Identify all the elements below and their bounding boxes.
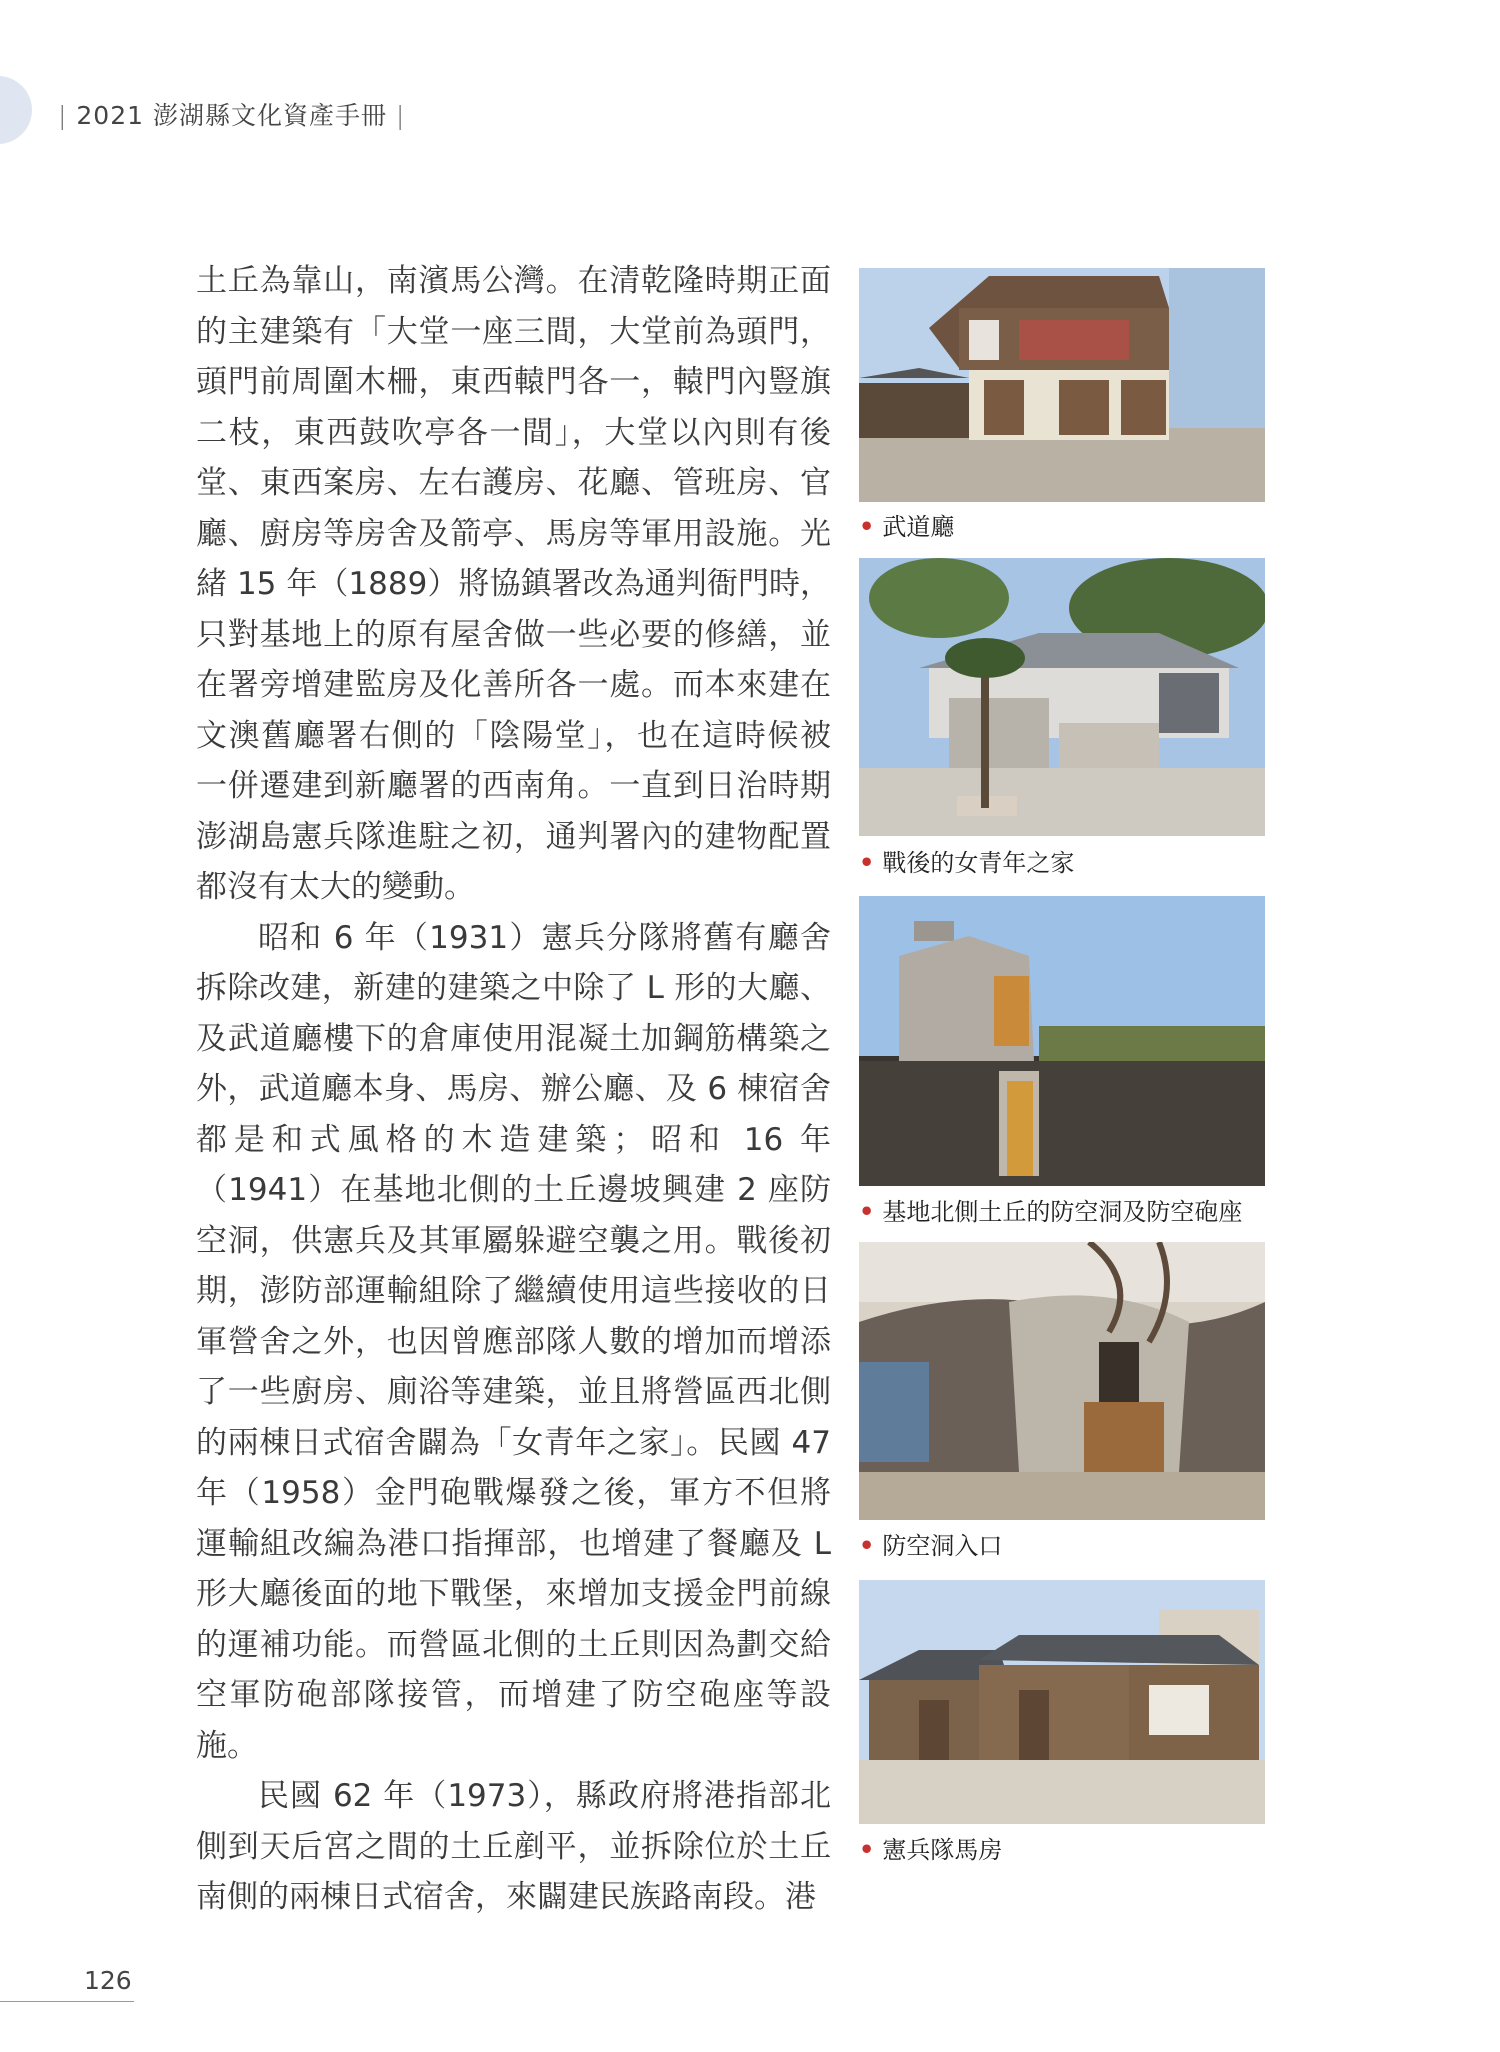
paragraph-1: 土丘為靠山，南濱馬公灣。在清乾隆時期正面的主建築有「大堂一座三間，大堂前為頭門，頭門前周圍木柵，東西轅門各一，轅門內豎旗二枝，東西鼓吹亭各一間」，大堂以內則有後堂、東西案房、左右護房、花廳、管班房、官廳、廚房等房舍及箭亭、馬房等軍用設施。光緒 15 年（1889）將協鎮署改為通判衙門時，只對基地上的原有屋舍做一些必要的修繕，並在署旁增建監房及化善所各一處。而本來建在文澳舊廳署右側的「陰陽堂」，也在這時候被一併遷建到新廳署的西南角。一直到日治時期澎湖島憲兵隊進駐之初，通判署內的建物配置都沒有太大的變動。 — [196, 263, 831, 905]
bullet-icon: • — [859, 512, 875, 541]
photo-shelter-entrance — [859, 1242, 1265, 1520]
stable-photo-icon — [859, 1580, 1265, 1824]
header-title: 2021 澎湖縣文化資產手冊 — [76, 101, 387, 130]
page-number-rule — [0, 2001, 134, 2002]
paragraph-3: 民國 62 年（1973），縣政府將港指部北側到天后宮之間的土丘剷平，並拆除位於土丘南側的兩棟日式宿舍，來闢建民族路南段。港 — [196, 1778, 831, 1915]
photo-caption-5: • 憲兵隊馬房 — [859, 1835, 1003, 1864]
bullet-icon: • — [859, 848, 875, 877]
photo-air-raid-shelter-gun-emplacement — [859, 896, 1265, 1186]
cave-entrance-photo-icon — [859, 1242, 1265, 1520]
page-tab-marker — [0, 76, 32, 144]
photo-martial-arts-hall — [859, 268, 1265, 502]
body-text — [196, 256, 831, 1923]
photo-caption-2: • 戰後的女青年之家 — [859, 848, 1075, 877]
photo-caption-3: • 基地北側土丘的防空洞及防空砲座 — [859, 1197, 1243, 1226]
running-header: | 2021 澎湖縣文化資產手冊 | — [58, 101, 406, 130]
building-photo-icon — [859, 268, 1265, 502]
paragraph-2: 昭和 6 年（1931）憲兵分隊將舊有廳舍拆除改建，新建的建築之中除了 L 形的大廳、及武道廳樓下的倉庫使用混凝土加鋼筋構築之外，武道廳本身、馬房、辦公廳、及 6 棟宿舍都是和式風格的木造建築；昭和 16 年（1941）在基地北側的土丘邊坡興建 2 座防空洞，供憲兵及其軍屬躲避空襲之用。戰後初期，澎防部運輸組除了繼續使用這些接收的日軍營舍之外，也因曾應部隊人數的增加而增添了一些廚房、廁浴等建築，並且將營區西北側的兩棟日式宿舍闢為「女青年之家」。民國 47 年（1958）金門砲戰爆發之後，軍方不但將運輸組改編為港口指揮部，也增建了餐廳及 L 形大廳後面的地下戰堡，來增加支援金門前線的運補功能。而營區北側的土丘則因為劃交給空軍防砲部隊接管，而增建了防空砲座等設施。 — [196, 919, 831, 1764]
bullet-icon: • — [859, 1197, 875, 1226]
bullet-icon: • — [859, 1531, 875, 1560]
page-number: 126 — [84, 1966, 132, 1995]
house-photo-icon — [859, 558, 1265, 836]
photo-caption-1: • 武道廳 — [859, 512, 955, 541]
bullet-icon: • — [859, 1835, 875, 1864]
photo-caption-4: • 防空洞入口 — [859, 1531, 1003, 1560]
photo-womens-youth-home — [859, 558, 1265, 836]
bunker-photo-icon — [859, 896, 1265, 1186]
photo-military-police-stable — [859, 1580, 1265, 1824]
